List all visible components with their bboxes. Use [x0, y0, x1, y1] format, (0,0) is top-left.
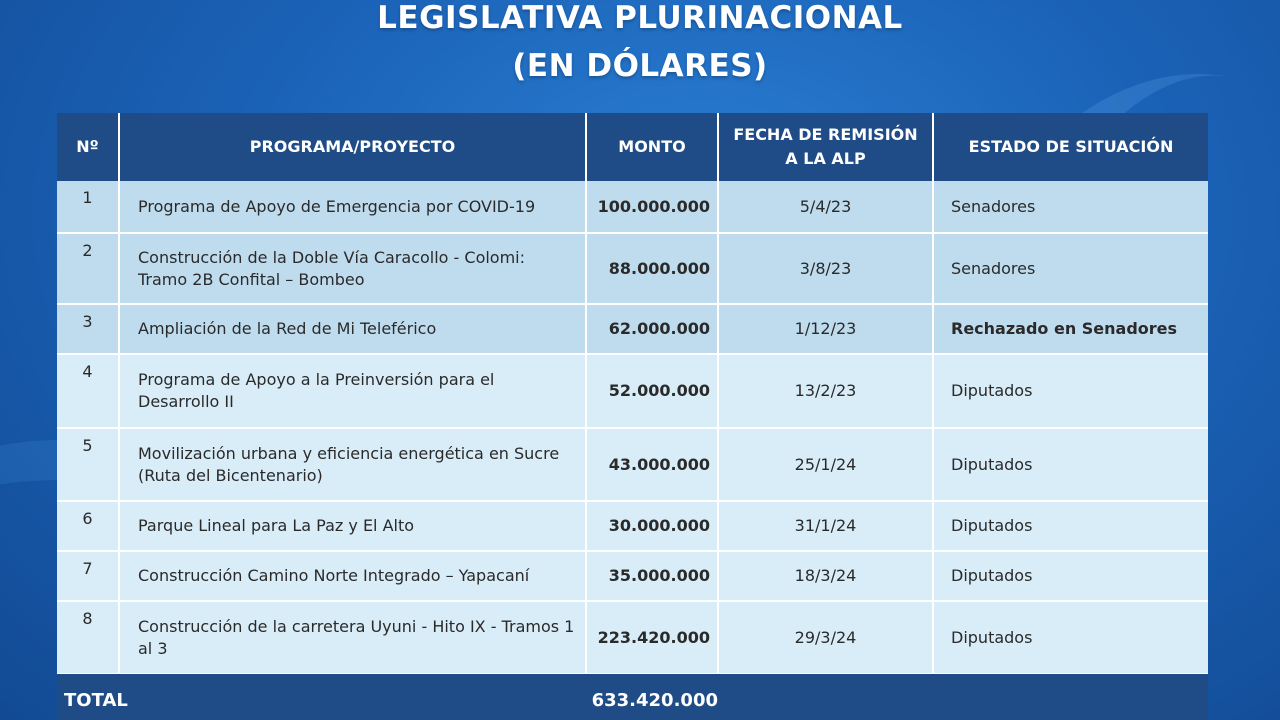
projects-table — [57, 113, 1208, 675]
table-row — [57, 501, 1208, 551]
program-name: Ampliación de la Red de Mi Teleférico — [119, 304, 586, 354]
row-number: 7 — [57, 551, 119, 601]
program-name: Parque Lineal para La Paz y El Alto — [119, 501, 586, 551]
submission-date: 13/2/23 — [718, 354, 933, 428]
row-number: 6 — [57, 501, 119, 551]
program-name: Construcción Camino Norte Integrado – Yapacaní — [119, 551, 586, 601]
table-row — [57, 354, 1208, 428]
header-date: FECHA DE REMISIÓN A LA ALP — [718, 113, 933, 181]
amount: 35.000.000 — [586, 551, 718, 601]
status: Senadores — [933, 233, 1208, 304]
status: Diputados — [933, 354, 1208, 428]
page-title: LEGISLATIVA PLURINACIONAL — [377, 0, 903, 36]
status: Diputados — [933, 428, 1208, 501]
amount: 62.000.000 — [586, 304, 718, 354]
page-subtitle: (EN DÓLARES) — [512, 48, 768, 84]
submission-date: 31/1/24 — [718, 501, 933, 551]
amount: 43.000.000 — [586, 428, 718, 501]
status: Diputados — [933, 601, 1208, 674]
header-status: ESTADO DE SITUACIÓN — [933, 113, 1208, 181]
status: Diputados — [933, 551, 1208, 601]
row-number: 5 — [57, 428, 119, 501]
submission-date: 25/1/24 — [718, 428, 933, 501]
submission-date: 1/12/23 — [718, 304, 933, 354]
header-program: PROGRAMA/PROYECTO — [119, 113, 586, 181]
amount: 100.000.000 — [586, 181, 718, 233]
header-amount: MONTO — [586, 113, 718, 181]
table-row — [57, 181, 1208, 233]
row-number: 1 — [57, 181, 119, 233]
amount: 30.000.000 — [586, 501, 718, 551]
table-row — [57, 601, 1208, 674]
header-num: Nº — [57, 113, 119, 181]
amount: 88.000.000 — [586, 233, 718, 304]
table-row — [57, 304, 1208, 354]
program-name: Programa de Apoyo de Emergencia por COVID-19 — [119, 181, 586, 233]
amount: 52.000.000 — [586, 354, 718, 428]
status: Diputados — [933, 501, 1208, 551]
table-row — [57, 428, 1208, 501]
row-number: 3 — [57, 304, 119, 354]
table-header-row — [57, 113, 1208, 181]
total-label: TOTAL — [64, 690, 128, 711]
program-name: Programa de Apoyo a la Preinversión para el Desarrollo II — [119, 354, 586, 428]
submission-date: 3/8/23 — [718, 233, 933, 304]
amount: 223.420.000 — [586, 601, 718, 674]
table-row — [57, 551, 1208, 601]
total-row — [57, 674, 1208, 720]
table-row — [57, 233, 1208, 304]
program-name: Construcción de la Doble Vía Caracollo - Colomi: Tramo 2B Confital – Bombeo — [119, 233, 586, 304]
total-amount: 633.420.000 — [591, 690, 718, 711]
program-name: Movilización urbana y eficiencia energética en Sucre (Ruta del Bicentenario) — [119, 428, 586, 501]
submission-date: 29/3/24 — [718, 601, 933, 674]
status: Senadores — [933, 181, 1208, 233]
row-number: 4 — [57, 354, 119, 428]
program-name: Construcción de la carretera Uyuni - Hito IX - Tramos 1 al 3 — [119, 601, 586, 674]
status: Rechazado en Senadores — [933, 304, 1208, 354]
row-number: 8 — [57, 601, 119, 674]
row-number: 2 — [57, 233, 119, 304]
submission-date: 18/3/24 — [718, 551, 933, 601]
submission-date: 5/4/23 — [718, 181, 933, 233]
